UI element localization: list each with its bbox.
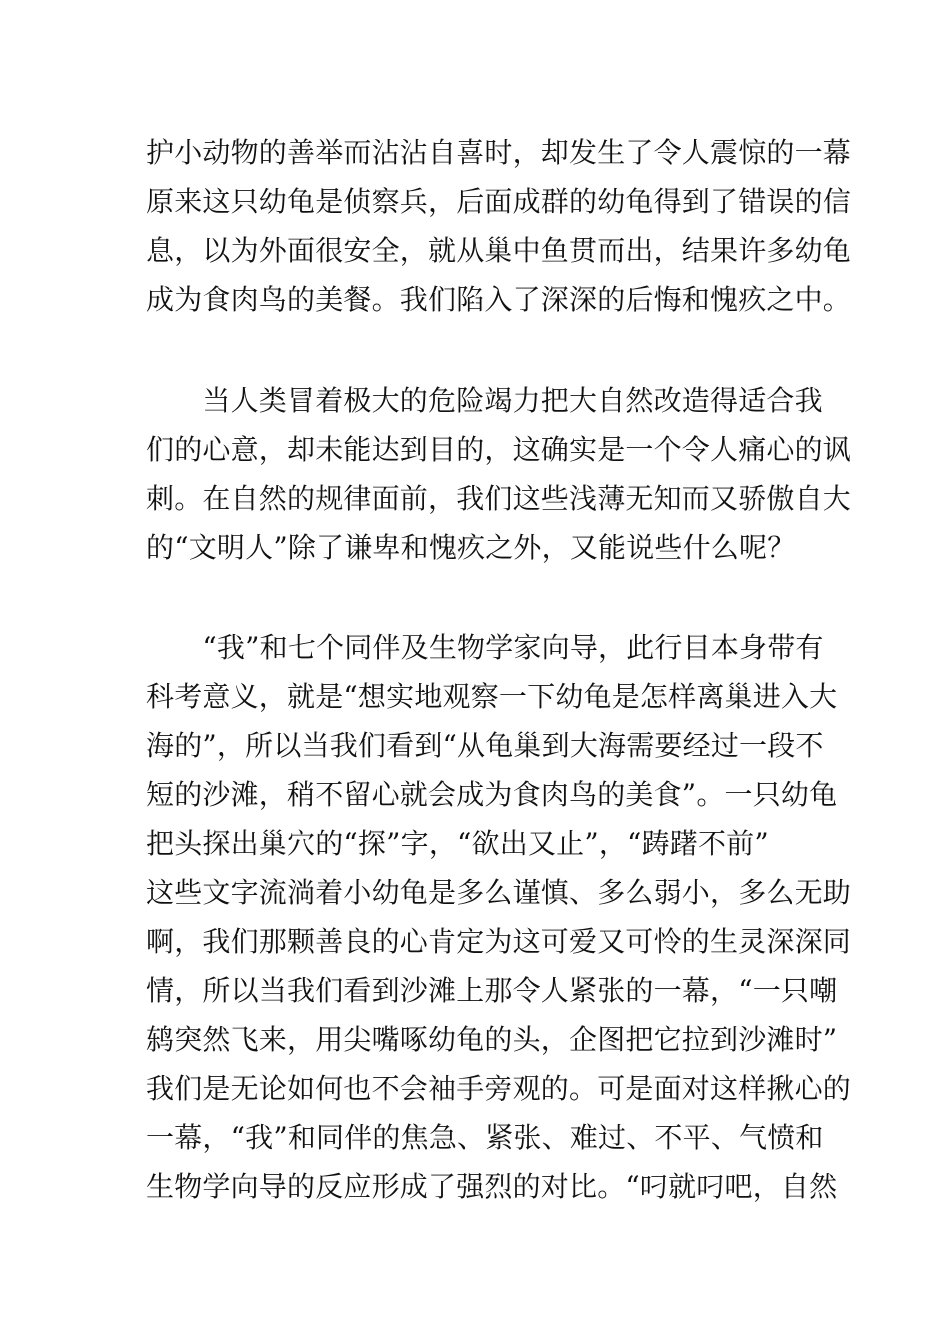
paragraph-1 — [146, 128, 852, 324]
text-line: 我们是无论如何也不会袖手旁观的。可是面对这样揪心的 — [146, 1072, 852, 1105]
text-line: 科考意义，就是“想实地观察一下幼龟是怎样离巢进入大 — [146, 680, 838, 713]
text-line: 生物学向导的反应形成了强烈的对比。“叼就叼吧，自然 — [146, 1170, 838, 1203]
text-line: 这些文字流淌着小幼龟是多么谨慎、多么弱小，多么无助 — [146, 876, 852, 909]
text-line: 一幕，“我”和同伴的焦急、紧张、难过、不平、气愤和 — [146, 1121, 824, 1154]
text-line: 的“文明人”除了谦卑和愧疚之外，又能说些什么呢？ — [146, 531, 796, 564]
text-line: 海的”，所以当我们看到“从龟巢到大海需要经过一段不 — [146, 729, 824, 762]
text-line: 鸫突然飞来，用尖嘴啄幼龟的头，企图把它拉到沙滩时” — [146, 1023, 838, 1056]
text-line: 护小动物的善举而沾沾自喜时，却发生了令人震惊的一幕 — [146, 136, 852, 169]
text-line: 们的心意，却未能达到目的，这确实是一个令人痛心的讽 — [146, 433, 852, 466]
paragraph-3 — [146, 623, 852, 1211]
text-line: 息，以为外面很安全，就从巢中鱼贯而出，结果许多幼龟 — [146, 234, 852, 267]
text-line: 把头探出巢穴的“探”字，“欲出又止”，“踌躇不前” — [146, 827, 769, 860]
text-line: 情，所以当我们看到沙滩上那令人紧张的一幕，“一只嘲 — [146, 974, 838, 1007]
text-line: “我”和七个同伴及生物学家向导，此行目本身带有 — [146, 631, 824, 664]
text-line: 短的沙滩，稍不留心就会成为食肉鸟的美食”。一只幼龟 — [146, 778, 838, 811]
text-line: 当人类冒着极大的危险竭力把大自然改造得适合我 — [146, 384, 823, 417]
paragraph-2 — [146, 376, 852, 572]
text-line: 成为食肉鸟的美餐。我们陷入了深深的后悔和愧疚之中。 — [146, 283, 852, 316]
text-line: 原来这只幼龟是侦察兵，后面成群的幼龟得到了错误的信 — [146, 185, 852, 218]
text-line: 啊，我们那颗善良的心肯定为这可爱又可怜的生灵深深同 — [146, 925, 852, 958]
text-line: 刺。在自然的规律面前，我们这些浅薄无知而又骄傲自大 — [146, 482, 852, 515]
